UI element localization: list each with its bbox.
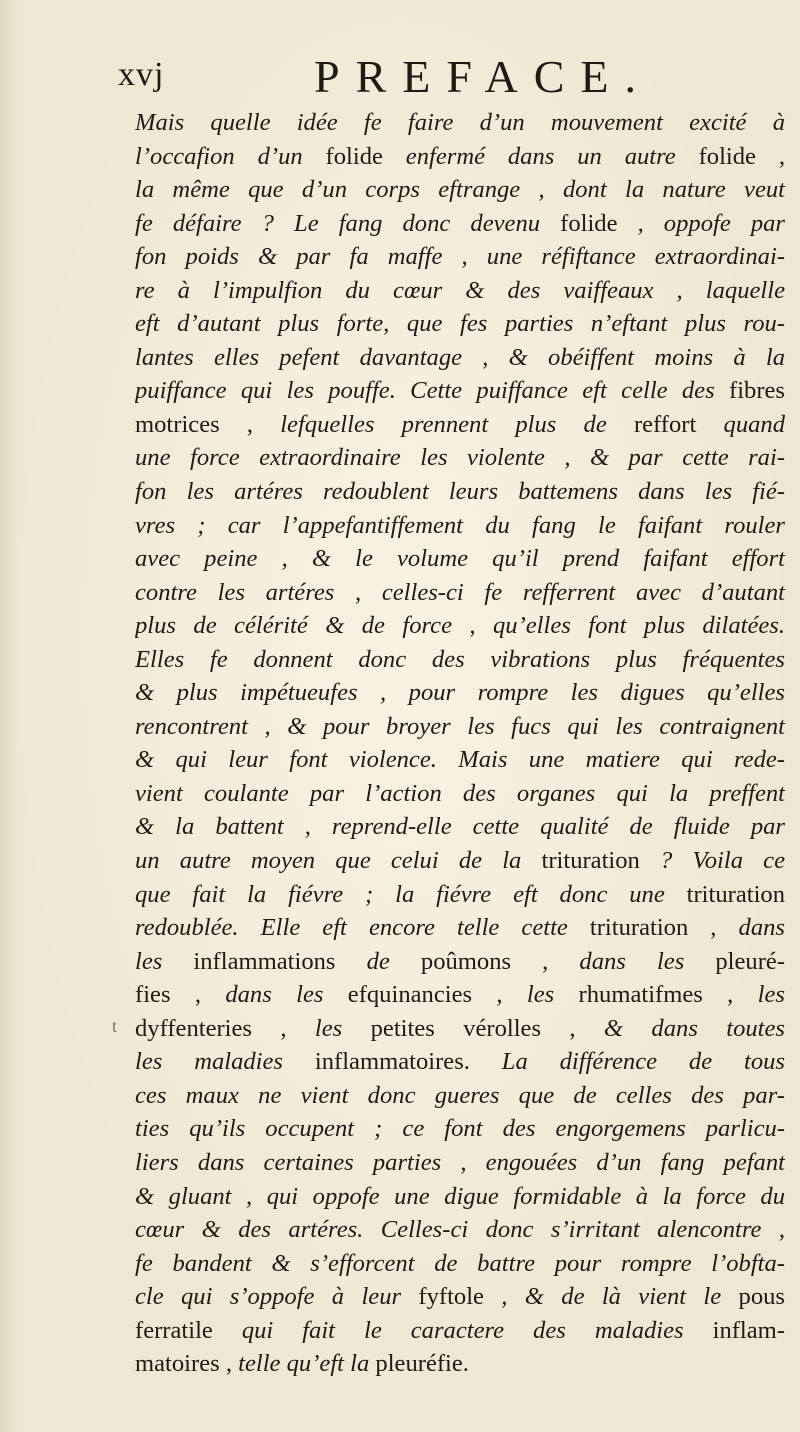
text-line xyxy=(135,777,785,811)
text-line xyxy=(135,274,785,308)
page-header xyxy=(118,50,758,102)
text-line xyxy=(135,676,785,710)
text-segment: dyffenteries , xyxy=(135,1014,315,1042)
text-segment: contre les artéres , celles-ci fe refferrent avec d’autant xyxy=(135,578,785,606)
text-line xyxy=(135,374,785,408)
text-segment: quand xyxy=(696,410,785,438)
text-segment: un autre moyen que celui de la xyxy=(135,847,542,875)
text-segment: les maladies xyxy=(135,1048,315,1076)
text-segment: les xyxy=(757,981,785,1009)
text-segment: telle qu’eft la xyxy=(238,1350,376,1378)
text-segment: fyftole xyxy=(418,1283,484,1311)
text-segment: trituration xyxy=(541,847,640,875)
text-segment: puiffance qui les pouffe. Cette puiffance eft celle des xyxy=(135,377,729,405)
text-segment: ferratile xyxy=(135,1316,242,1344)
text-segment: l’occafion d’un xyxy=(135,142,326,170)
text-line xyxy=(135,509,785,543)
text-segment: & dans toutes xyxy=(603,1014,785,1042)
text-line xyxy=(135,710,785,744)
text-segment: rencontrent , & pour broyer les fucs qui les contraignent xyxy=(135,712,785,740)
text-segment: fon les artéres redoublent leurs battemens dans les fié- xyxy=(135,478,785,506)
text-segment: cœur & des artéres. Celles-ci donc s’irritant alencontre , xyxy=(135,1216,785,1244)
text-segment: fibres xyxy=(729,377,785,405)
text-line xyxy=(135,945,785,979)
text-line xyxy=(135,106,785,140)
text-segment: cle qui s’oppofe à leur xyxy=(135,1283,419,1311)
text-line xyxy=(135,240,785,274)
text-segment: les xyxy=(526,981,579,1009)
text-line xyxy=(135,408,785,442)
text-line xyxy=(135,307,785,341)
text-segment: fon poids & par fa maffe , une réfiftance extraordinai- xyxy=(135,243,785,271)
text-line xyxy=(135,1112,785,1146)
text-segment: matoires , xyxy=(135,1350,239,1378)
text-segment: rhumatifmes , xyxy=(578,981,758,1009)
text-segment: reffort xyxy=(633,410,697,438)
text-line xyxy=(135,1213,785,1247)
text-segment: dans xyxy=(716,914,785,942)
text-segment: qui fait le caractere des maladies xyxy=(241,1316,713,1344)
text-line xyxy=(135,576,785,610)
text-segment: inflam- xyxy=(712,1316,785,1344)
text-segment: folide xyxy=(560,209,618,237)
text-segment: dans les xyxy=(548,947,716,975)
text-segment: pous xyxy=(738,1283,785,1311)
text-segment: vres ; car l’appefantiffement du fang le faifant rouler xyxy=(135,511,785,539)
text-line xyxy=(135,911,785,945)
text-segment: , oppofe par xyxy=(617,209,785,237)
text-segment: ? Voila ce xyxy=(639,847,785,875)
margin-mark: t xyxy=(112,1016,118,1036)
text-line xyxy=(135,207,785,241)
text-segment: lefquelles prennent plus de xyxy=(280,410,634,438)
text-line xyxy=(135,743,785,777)
text-segment: les xyxy=(314,1014,371,1042)
text-line xyxy=(135,1247,785,1281)
text-segment: les xyxy=(135,947,194,975)
text-line xyxy=(135,1012,785,1046)
text-segment: & plus impétueufes , pour rompre les digues qu’elles xyxy=(135,679,785,707)
text-segment: lantes elles pefent davantage , & obéiffent moins à la xyxy=(135,343,785,371)
text-line xyxy=(135,341,785,375)
text-segment: motrices , xyxy=(135,410,281,438)
text-segment: liers dans certaines parties , engouées d’un fang pefant xyxy=(135,1148,785,1176)
text-line xyxy=(135,1347,785,1381)
text-segment: inflammations xyxy=(193,947,336,975)
text-line xyxy=(135,643,785,677)
text-line xyxy=(135,1045,785,1079)
text-segment: pleuréfie. xyxy=(375,1350,469,1378)
text-line xyxy=(135,475,785,509)
text-line xyxy=(135,140,785,174)
text-line xyxy=(135,542,785,576)
text-segment: La différence de tous xyxy=(469,1048,785,1076)
text-segment: petites vérolles , xyxy=(370,1014,604,1042)
text-segment: de xyxy=(335,947,421,975)
text-segment: ces maux ne vient donc gueres que de celles des par- xyxy=(135,1081,785,1109)
text-segment: & qui leur font violence. Mais une matiere qui rede- xyxy=(135,746,785,774)
text-segment: folide xyxy=(325,142,383,170)
text-segment: folide , xyxy=(698,142,785,170)
text-segment: poûmons , xyxy=(420,947,549,975)
text-line xyxy=(135,978,785,1012)
running-head: PREFACE. xyxy=(314,51,653,102)
body-text xyxy=(135,106,785,1381)
text-segment: trituration xyxy=(686,880,785,908)
text-segment: vient coulante par l’action des organes qui la preffent xyxy=(135,779,785,807)
text-line xyxy=(135,1146,785,1180)
text-segment: trituration , xyxy=(589,914,717,942)
text-segment: la même que d’un corps eftrange , dont la nature veut xyxy=(135,176,785,204)
text-segment: Mais quelle idée fe faire d’un mouvement excité à xyxy=(135,109,785,136)
text-line xyxy=(135,1280,785,1314)
text-segment: efquinancies , xyxy=(347,981,527,1009)
text-segment: enfermé dans un autre xyxy=(382,142,699,170)
text-segment: eft d’autant plus forte, que fes parties n’eftant plus rou- xyxy=(135,310,785,338)
text-segment: & la battent , reprend-elle cette qualité de fluide par xyxy=(135,813,785,841)
text-segment: fe bandent & s’efforcent de battre pour rompre l’obfta- xyxy=(135,1249,785,1277)
text-segment: dans les xyxy=(225,981,348,1009)
text-segment: Elles fe donnent donc des vibrations plus fréquentes xyxy=(135,645,785,673)
text-segment: & gluant , qui oppofe une digue formidable à la force du xyxy=(135,1182,785,1210)
text-segment: pleuré- xyxy=(715,947,785,975)
text-line xyxy=(135,1314,785,1348)
text-line xyxy=(135,844,785,878)
text-line xyxy=(135,878,785,912)
text-segment: inflammatoires. xyxy=(314,1048,470,1076)
text-segment: une force extraordinaire les violente , & par cette rai- xyxy=(135,444,785,472)
text-line xyxy=(135,1180,785,1214)
text-line xyxy=(135,441,785,475)
text-segment: re à l’impulfion du cœur & des vaiffeaux , laquelle xyxy=(135,276,785,304)
text-segment: fies , xyxy=(135,981,226,1009)
text-line xyxy=(135,609,785,643)
text-segment: plus de célérité & de force , qu’elles font plus dilatées. xyxy=(135,612,785,640)
text-segment: que fait la fiévre ; la fiévre eft donc une xyxy=(135,880,687,908)
text-line xyxy=(135,173,785,207)
text-segment: ties qu’ils occupent ; ce font des engorgemens parlicu- xyxy=(135,1115,785,1143)
text-line xyxy=(135,810,785,844)
text-segment: avec peine , & le volume qu’il prend faifant effort xyxy=(135,545,785,573)
text-segment: redoublée. Elle eft encore telle cette xyxy=(135,914,590,942)
text-segment: , & de là vient le xyxy=(483,1283,739,1311)
text-line xyxy=(135,1079,785,1113)
text-segment: fe défaire ? Le fang donc devenu xyxy=(135,209,561,237)
page-number: xvj xyxy=(118,56,165,93)
